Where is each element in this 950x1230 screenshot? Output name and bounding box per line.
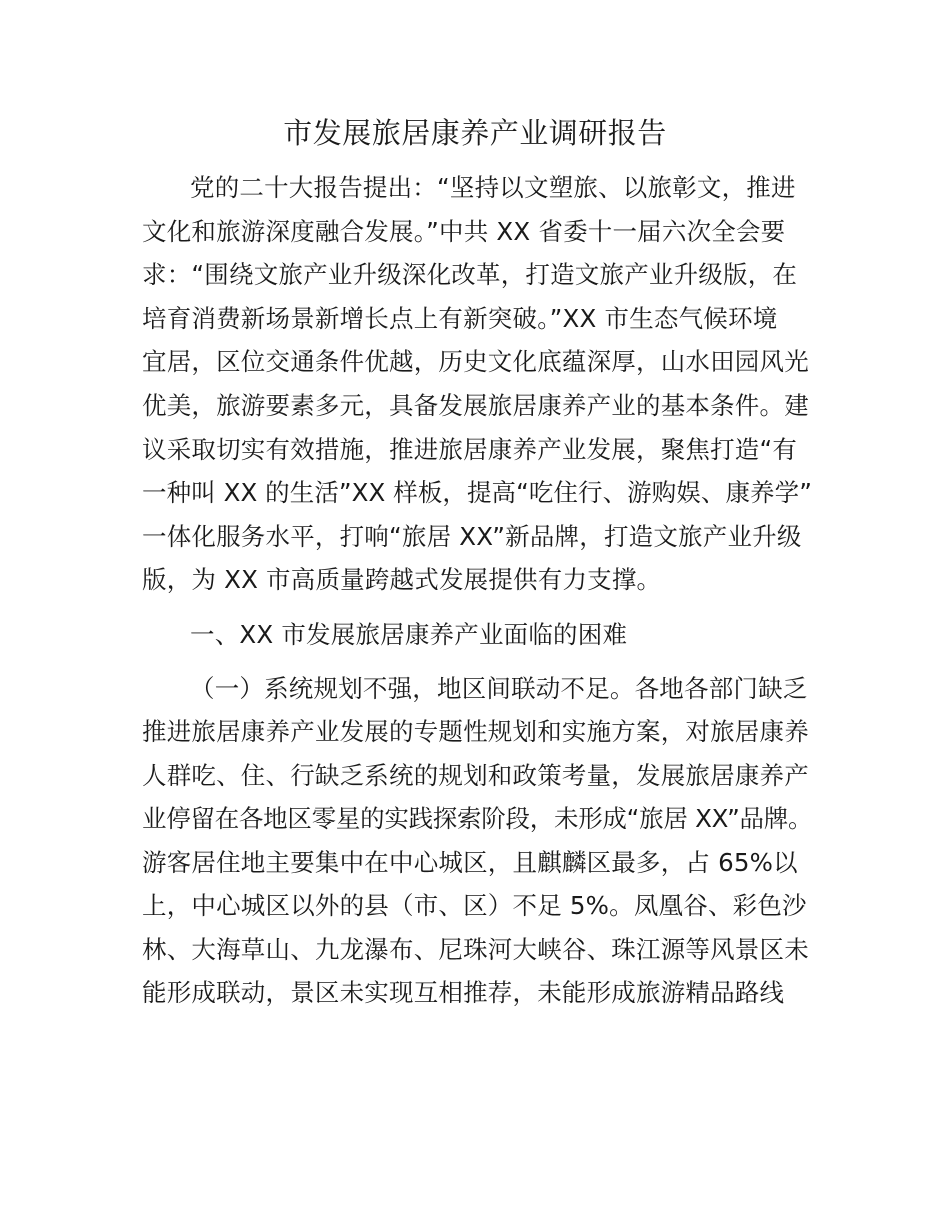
body-line: 版，为 XX 市高质量跨越式发展提供有力支撑。 (142, 565, 662, 594)
body-line: 推进旅居康养产业发展的专题性规划和实施方案，对旅居康养 (142, 717, 809, 746)
body-line: 林、大海草山、九龙瀑布、尼珠河大峡谷、珠江源等风景区未 (142, 935, 809, 964)
section-heading: 一、XX 市发展旅居康养产业面临的困难 (190, 620, 628, 649)
body-line: 宜居，区位交通条件优越，历史文化底蕴深厚，山水田园风光 (142, 347, 809, 376)
body-line: 上，中心城区以外的县（市、区）不足 5%。凤凰谷、彩色沙 (142, 891, 807, 920)
body-line: 人群吃、住、行缺乏系统的规划和政策考量，发展旅居康养产 (142, 761, 809, 790)
body-line: 议采取切实有效措施，推进旅居康养产业发展，聚焦打造“有 (142, 435, 798, 464)
body-line: 一种叫 XX 的生活”XX 样板，提高“吃住行、游购娱、康养学” (142, 478, 812, 507)
body-line: 党的二十大报告提出：“坚持以文塑旅、以旅彰文，推进 (190, 173, 796, 202)
body-line: 业停留在各地区零星的实践探索阶段，未形成“旅居 XX”品牌。 (142, 804, 813, 833)
body-line: （一）系统规划不强，地区间联动不足。各地各部门缺乏 (190, 674, 808, 703)
body-line: 优美，旅游要素多元，具备发展旅居康养产业的基本条件。建 (142, 391, 809, 420)
body-line: 文化和旅游深度融合发展。”中共 XX 省委十一届六次全会要 (142, 217, 786, 246)
body-line: 能形成联动，景区未实现互相推荐，未能形成旅游精品路线 (142, 978, 785, 1007)
body-line: 一体化服务水平，打响“旅居 XX”新品牌，打造文旅产业升级 (142, 522, 802, 551)
body-line: 培育消费新场景新增长点上有新突破。”XX 市生态气候环境 (142, 304, 778, 333)
body-line: 游客居住地主要集中在中心城区，且麒麟区最多，占 65%以 (142, 848, 798, 877)
document-title: 市发展旅居康养产业调研报告 (283, 116, 667, 150)
body-line: 求：“围绕文旅产业升级深化改革，打造文旅产业升级版，在 (142, 260, 798, 289)
